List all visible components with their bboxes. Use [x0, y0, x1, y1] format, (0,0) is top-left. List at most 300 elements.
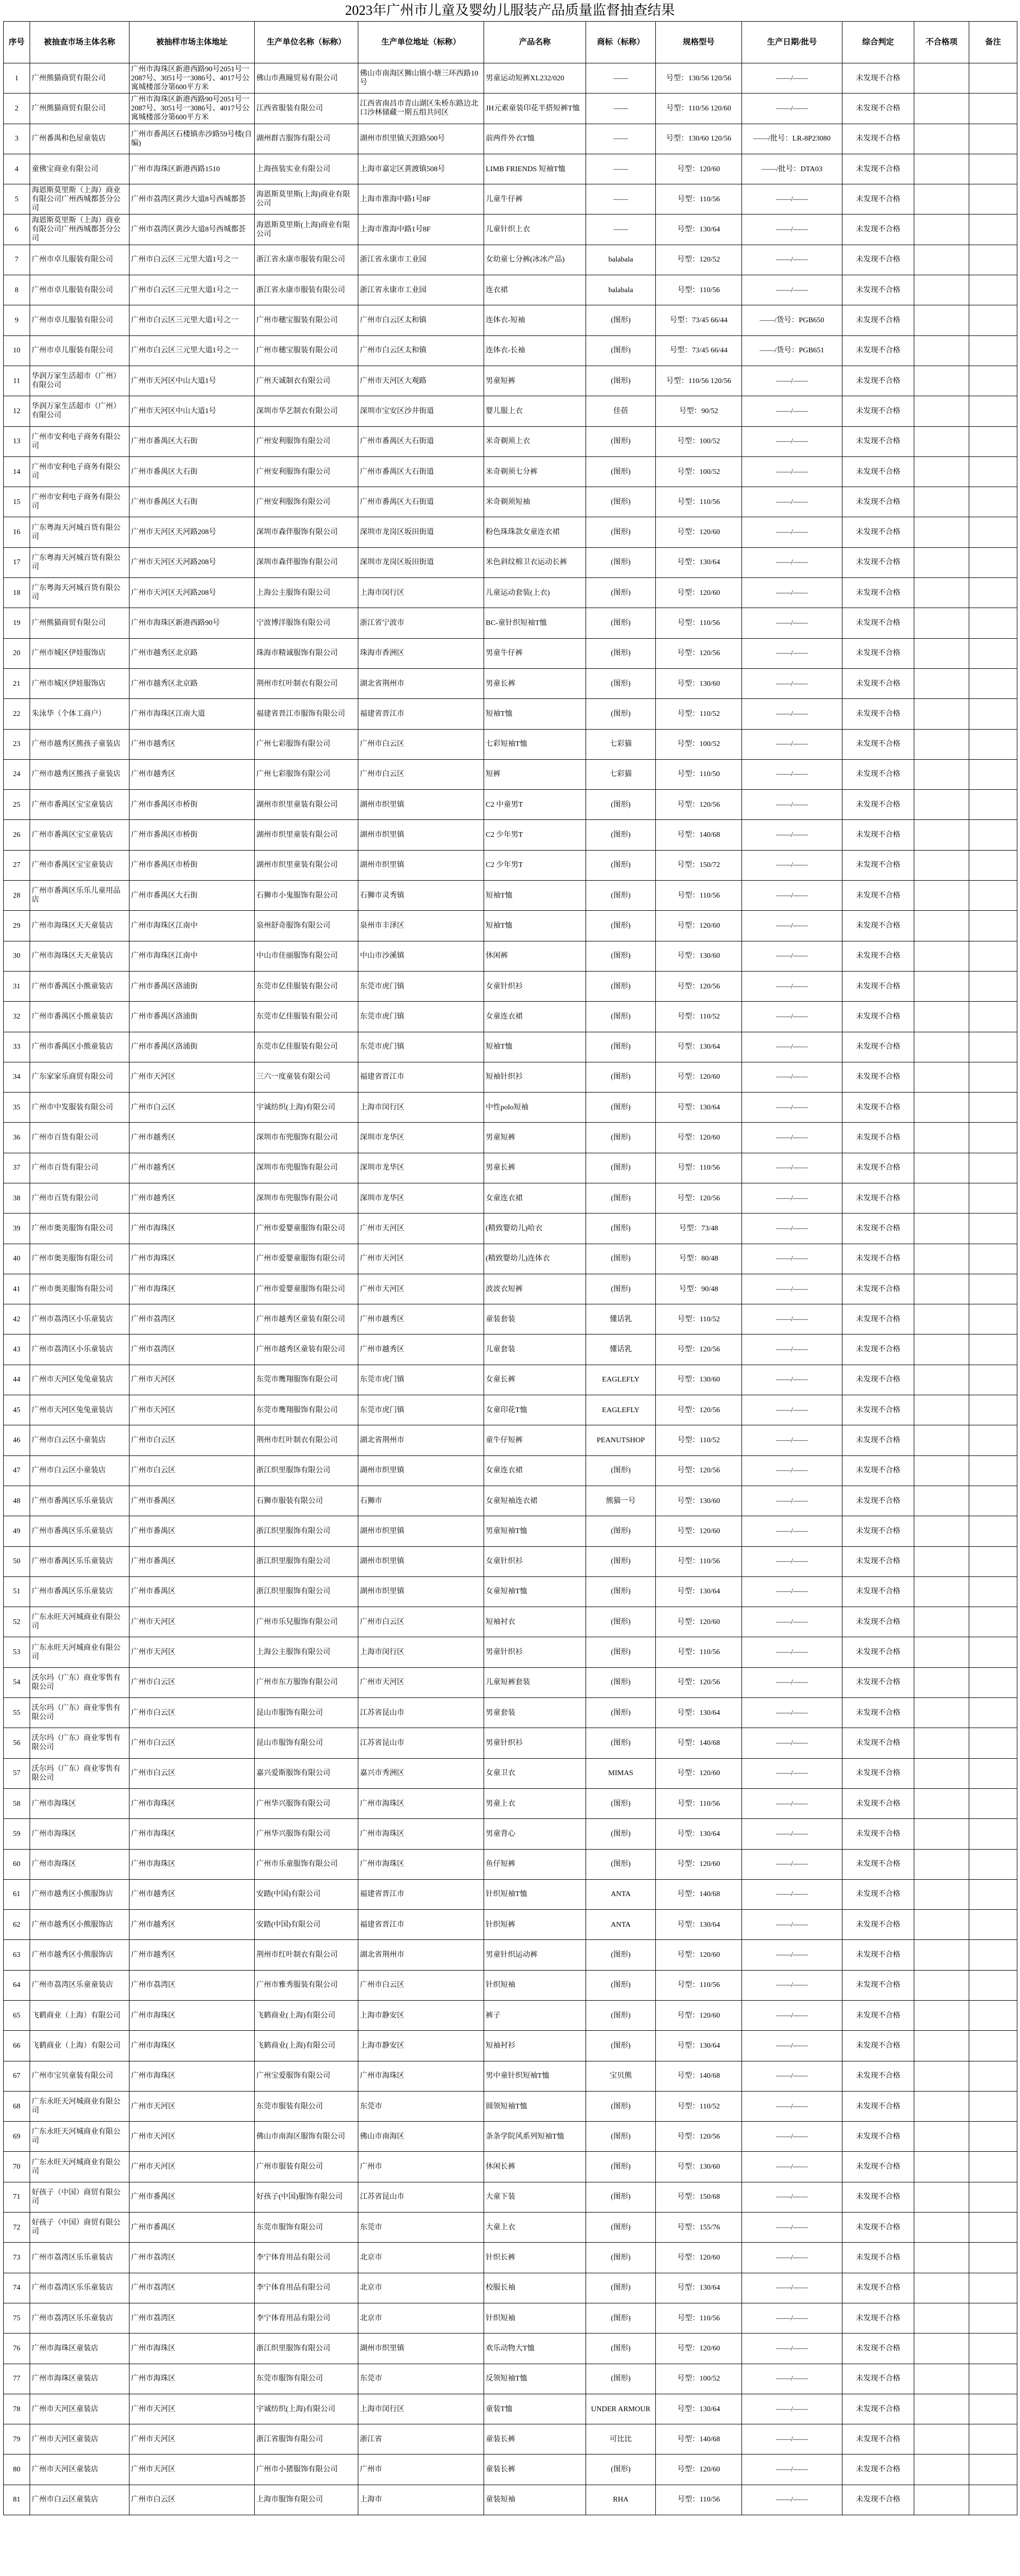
cell-trademark: (图形) — [586, 2031, 656, 2061]
cell-producer-name: 上海孩装实业有限公司 — [255, 154, 358, 184]
cell-producer-name: 广州市穗宝服装有限公司 — [255, 305, 358, 335]
cell-production-date: ——/—— — [742, 2031, 842, 2061]
cell-producer-name: 广州天诚制衣有限公司 — [255, 366, 358, 396]
cell-specification: 号型：110/56 — [656, 184, 742, 214]
cell-product-name: 男童针织衫 — [484, 1637, 586, 1667]
cell-entity-address: 广州市白云区 — [129, 1455, 255, 1486]
cell-producer-address: 广州市 — [358, 2454, 484, 2485]
cell-product-name: C2 中童男T — [484, 790, 586, 820]
cell-specification: 号型：110/52 — [656, 1002, 742, 1032]
table-row — [4, 2061, 1017, 2091]
cell-failed-items — [914, 729, 969, 759]
cell-product-name: 男童短袖T恤 — [484, 1516, 586, 1546]
cell-failed-items — [914, 1819, 969, 1849]
cell-inspected-entity: 广州市越秀区小熊服饰店 — [30, 1879, 129, 1909]
cell-trademark: (图形) — [586, 487, 656, 517]
cell-producer-name: 深圳市布兜服饰有限公司 — [255, 1123, 358, 1153]
cell-row-number: 6 — [4, 214, 30, 245]
cell-product-name: JH元素童装印花半搭短裤T恤 — [484, 94, 586, 124]
cell-entity-address: 广州市天河区 — [129, 2091, 255, 2121]
cell-trademark: (图形) — [586, 2152, 656, 2182]
cell-remarks — [969, 1455, 1017, 1486]
cell-row-number: 53 — [4, 1637, 30, 1667]
cell-failed-items — [914, 456, 969, 487]
cell-trademark: 懂话乳 — [586, 1334, 656, 1365]
cell-product-name: 童装短袖 — [484, 2485, 586, 2515]
cell-inspected-entity: 广东永旺天河城商业有限公司 — [30, 1607, 129, 1637]
cell-production-date: ——/—— — [742, 2243, 842, 2273]
cell-specification: 号型：130/64 — [656, 1819, 742, 1849]
cell-trademark: (图形) — [586, 941, 656, 971]
cell-failed-items — [914, 850, 969, 880]
cell-failed-items — [914, 941, 969, 971]
cell-remarks — [969, 1728, 1017, 1758]
cell-trademark: (图形) — [586, 1667, 656, 1697]
cell-row-number: 28 — [4, 881, 30, 911]
cell-producer-name: 广州宝爱服饰有限公司 — [255, 2061, 358, 2091]
cell-entity-address: 广州市海珠区江南大道 — [129, 699, 255, 729]
cell-remarks — [969, 1062, 1017, 1092]
cell-production-date: ——/—— — [742, 1123, 842, 1153]
cell-producer-name: 湖州市织里童装有限公司 — [255, 820, 358, 850]
cell-verdict: 未发现不合格 — [842, 699, 914, 729]
cell-inspected-entity: 广州市荔湾区小乐童装店 — [30, 1334, 129, 1365]
cell-trademark: (图形) — [586, 1819, 656, 1849]
cell-production-date: ——/—— — [742, 911, 842, 941]
cell-verdict: 未发现不合格 — [842, 1062, 914, 1092]
cell-remarks — [969, 1758, 1017, 1788]
cell-failed-items — [914, 2303, 969, 2333]
cell-specification: 号型：120/56 — [656, 971, 742, 1001]
cell-specification: 号型：120/60 — [656, 2001, 742, 2031]
cell-failed-items — [914, 638, 969, 668]
cell-producer-address: 泉州市丰泽区 — [358, 911, 484, 941]
cell-producer-name: 三六一度童装有限公司 — [255, 1062, 358, 1092]
cell-production-date: ——/—— — [742, 1940, 842, 1970]
cell-row-number: 39 — [4, 1214, 30, 1244]
cell-product-name: 儿童运动套装(上衣) — [484, 578, 586, 608]
cell-producer-address: 福建省晋江市 — [358, 1062, 484, 1092]
cell-specification: 号型：130/60 — [656, 668, 742, 698]
cell-producer-address: 上海市静安区 — [358, 2001, 484, 2031]
cell-trademark: (图形) — [586, 1788, 656, 1818]
cell-producer-name: 飞鹤商业(上海)有限公司 — [255, 2001, 358, 2031]
cell-remarks — [969, 1153, 1017, 1183]
table-row — [4, 790, 1017, 820]
cell-producer-name: 福建省晋江市服饰有限公司 — [255, 699, 358, 729]
cell-production-date: ——/—— — [742, 1698, 842, 1728]
cell-producer-name: 荆州市红叶制衣有限公司 — [255, 668, 358, 698]
cell-verdict: 未发现不合格 — [842, 911, 914, 941]
cell-product-name: 儿童套装 — [484, 1334, 586, 1365]
cell-failed-items — [914, 911, 969, 941]
cell-verdict: 未发现不合格 — [842, 2182, 914, 2212]
cell-remarks — [969, 426, 1017, 456]
table-row — [4, 245, 1017, 275]
cell-entity-address: 广州市海珠区 — [129, 1214, 255, 1244]
cell-specification: 号型：130/64 — [656, 2273, 742, 2303]
cell-verdict: 未发现不合格 — [842, 881, 914, 911]
cell-inspected-entity: 广州市番禺区宝宝童装店 — [30, 820, 129, 850]
cell-inspected-entity: 广东粤海天河城百货有限公司 — [30, 547, 129, 577]
cell-verdict: 未发现不合格 — [842, 1910, 914, 1940]
cell-remarks — [969, 1486, 1017, 1516]
cell-remarks — [969, 2273, 1017, 2303]
cell-product-name: 休闲长裤 — [484, 2152, 586, 2182]
cell-production-date: ——/—— — [742, 1607, 842, 1637]
cell-verdict: 未发现不合格 — [842, 1516, 914, 1546]
cell-specification: 号型：140/68 — [656, 820, 742, 850]
cell-inspected-entity: 广州市荔湾区乐乐童装店 — [30, 2273, 129, 2303]
cell-row-number: 24 — [4, 759, 30, 789]
cell-producer-address: 东莞市 — [358, 2213, 484, 2243]
cell-trademark: (图形) — [586, 547, 656, 577]
cell-specification: 号型：140/68 — [656, 1728, 742, 1758]
cell-production-date: ——/—— — [742, 729, 842, 759]
cell-failed-items — [914, 426, 969, 456]
table-row — [4, 184, 1017, 214]
cell-entity-address: 广州市番禺区市桥街 — [129, 820, 255, 850]
cell-inspected-entity: 沃尔玛（广东）商业零售有限公司 — [30, 1667, 129, 1697]
table-row — [4, 668, 1017, 698]
cell-specification: 号型：130/64 — [656, 547, 742, 577]
table-header-row — [4, 22, 1017, 63]
cell-inspected-entity: 广州市城区伊娃服饰店 — [30, 638, 129, 668]
cell-trademark: (图形) — [586, 1637, 656, 1667]
cell-entity-address: 广州市天河区 — [129, 2454, 255, 2485]
cell-failed-items — [914, 2394, 969, 2424]
table-row — [4, 396, 1017, 426]
cell-failed-items — [914, 2031, 969, 2061]
cell-producer-address: 广州市白云区 — [358, 1607, 484, 1637]
cell-product-name: 休闲裤 — [484, 941, 586, 971]
cell-product-name: 连衣裙 — [484, 275, 586, 305]
cell-trademark: (图形) — [586, 1002, 656, 1032]
cell-row-number: 41 — [4, 1274, 30, 1304]
cell-product-name: 儿童短裤套装 — [484, 1667, 586, 1697]
cell-remarks — [969, 366, 1017, 396]
cell-producer-name: 浙江织里服饰有限公司 — [255, 1455, 358, 1486]
cell-specification: 号型：120/56 — [656, 1455, 742, 1486]
cell-failed-items — [914, 245, 969, 275]
table-row — [4, 2485, 1017, 2515]
cell-production-date: ——/—— — [742, 1153, 842, 1183]
cell-failed-items — [914, 1970, 969, 2000]
cell-product-name: 男童针织衫 — [484, 1728, 586, 1758]
cell-producer-name: 宇诚纺织(上海)有限公司 — [255, 1093, 358, 1123]
cell-production-date: ——/—— — [742, 2122, 842, 2152]
cell-producer-name: 昆山市服饰有限公司 — [255, 1698, 358, 1728]
table-row — [4, 1940, 1017, 1970]
table-row — [4, 608, 1017, 638]
cell-production-date: ——/—— — [742, 608, 842, 638]
table-row — [4, 2273, 1017, 2303]
cell-specification: 号型：150/68 — [656, 2182, 742, 2212]
cell-verdict: 未发现不合格 — [842, 668, 914, 698]
cell-producer-name: 东莞市服饰有限公司 — [255, 2213, 358, 2243]
cell-product-name: 短袖T恤 — [484, 1032, 586, 1062]
cell-row-number: 17 — [4, 547, 30, 577]
cell-remarks — [969, 1788, 1017, 1818]
cell-failed-items — [914, 1698, 969, 1728]
cell-row-number: 54 — [4, 1667, 30, 1697]
cell-producer-address: 深圳市龙岗区坂田街道 — [358, 547, 484, 577]
cell-product-name: 鱼仔短裤 — [484, 1849, 586, 1879]
cell-specification: 号型：120/60 — [656, 1849, 742, 1879]
cell-trademark: balabala — [586, 275, 656, 305]
cell-failed-items — [914, 1062, 969, 1092]
cell-specification: 号型：120/52 — [656, 245, 742, 275]
cell-producer-name: 安踏(中国)有限公司 — [255, 1910, 358, 1940]
cell-inspected-entity: 广州市海珠区童装店 — [30, 2364, 129, 2394]
cell-specification: 号型：110/56 — [656, 1788, 742, 1818]
cell-production-date: ——/—— — [742, 63, 842, 94]
cell-specification: 号型：110/56 — [656, 487, 742, 517]
cell-trademark: (图形) — [586, 1123, 656, 1153]
table-row — [4, 1123, 1017, 1153]
cell-production-date: ——/—— — [742, 1214, 842, 1244]
table-row — [4, 578, 1017, 608]
cell-product-name: 童装套装 — [484, 1304, 586, 1334]
cell-inspected-entity: 广州市番禺区宝宝童装店 — [30, 790, 129, 820]
cell-trademark: (图形) — [586, 2454, 656, 2485]
cell-entity-address: 广州市天河区 — [129, 1637, 255, 1667]
cell-specification: 号型：110/56 — [656, 881, 742, 911]
cell-failed-items — [914, 820, 969, 850]
cell-product-name: 童装长裤 — [484, 2424, 586, 2454]
cell-trademark: (图形) — [586, 1546, 656, 1576]
table-row — [4, 1365, 1017, 1395]
cell-trademark: (图形) — [586, 1516, 656, 1546]
cell-failed-items — [914, 335, 969, 366]
cell-specification: 号型：130/64 — [656, 1576, 742, 1607]
cell-row-number: 81 — [4, 2485, 30, 2515]
cell-row-number: 75 — [4, 2303, 30, 2333]
cell-producer-name: 珠海市精诚服饰有限公司 — [255, 638, 358, 668]
cell-row-number: 65 — [4, 2001, 30, 2031]
table-row — [4, 2152, 1017, 2182]
cell-trademark: (图形) — [586, 1849, 656, 1879]
table-row — [4, 1910, 1017, 1940]
cell-trademark: (图形) — [586, 850, 656, 880]
cell-row-number: 57 — [4, 1758, 30, 1788]
cell-product-name: 男童针织运动裤 — [484, 1940, 586, 1970]
cell-trademark: balabala — [586, 245, 656, 275]
cell-row-number: 9 — [4, 305, 30, 335]
cell-trademark: (图形) — [586, 1153, 656, 1183]
cell-remarks — [969, 1637, 1017, 1667]
cell-failed-items — [914, 214, 969, 245]
cell-entity-address: 广州市海珠区新港西路90号2051号一2087号、3051号一3086号、4017号公寓城楼部分第600平方米 — [129, 94, 255, 124]
cell-row-number: 45 — [4, 1395, 30, 1425]
cell-trademark: EAGLEFLY — [586, 1395, 656, 1425]
cell-entity-address: 广州市番禺区洛浦街 — [129, 1032, 255, 1062]
cell-verdict: 未发现不合格 — [842, 2394, 914, 2424]
cell-trademark: (图形) — [586, 305, 656, 335]
cell-verdict: 未发现不合格 — [842, 1698, 914, 1728]
cell-row-number: 52 — [4, 1607, 30, 1637]
cell-entity-address: 广州市天河区 — [129, 1607, 255, 1637]
cell-specification: 号型：120/60 — [656, 2454, 742, 2485]
cell-producer-address: 广州市番禺区大石街道 — [358, 456, 484, 487]
cell-failed-items — [914, 2334, 969, 2364]
cell-trademark: 懂话乳 — [586, 1304, 656, 1334]
table-row — [4, 1093, 1017, 1123]
header-cell: 商标（标称） — [586, 22, 656, 63]
cell-production-date: ——/—— — [742, 1788, 842, 1818]
cell-entity-address: 广州市天河区 — [129, 1062, 255, 1092]
cell-product-name: 米奇剃须短袖 — [484, 487, 586, 517]
cell-production-date: ——/—— — [742, 1879, 842, 1909]
cell-failed-items — [914, 487, 969, 517]
cell-verdict: 未发现不合格 — [842, 2273, 914, 2303]
cell-entity-address: 广州市白云区 — [129, 2485, 255, 2515]
cell-production-date: ——/—— — [742, 1758, 842, 1788]
cell-trademark: (图形) — [586, 2243, 656, 2273]
cell-remarks — [969, 1334, 1017, 1365]
cell-inspected-entity: 广东家家乐商贸有限公司 — [30, 1062, 129, 1092]
table-row — [4, 94, 1017, 124]
cell-product-name: C2 少年男T — [484, 820, 586, 850]
cell-verdict: 未发现不合格 — [842, 1425, 914, 1455]
cell-producer-name: 深圳市布兜服饰有限公司 — [255, 1183, 358, 1213]
table-row — [4, 487, 1017, 517]
cell-row-number: 66 — [4, 2031, 30, 2061]
cell-failed-items — [914, 1667, 969, 1697]
cell-trademark: (图形) — [586, 1183, 656, 1213]
cell-production-date: ——/货号：PGB650 — [742, 305, 842, 335]
cell-producer-address: 湖州市织里镇 — [358, 1546, 484, 1576]
cell-inspected-entity: 广州市番禺区小熊童装店 — [30, 1002, 129, 1032]
cell-producer-name: 泉州舒奇服饰有限公司 — [255, 911, 358, 941]
cell-trademark: (图形) — [586, 638, 656, 668]
cell-entity-address: 广州市越秀区 — [129, 1940, 255, 1970]
cell-producer-name: 安踏(中国)有限公司 — [255, 1879, 358, 1909]
cell-inspected-entity: 广州市天河区童装店 — [30, 2424, 129, 2454]
cell-remarks — [969, 1274, 1017, 1304]
cell-producer-name: 湖州市织里童装有限公司 — [255, 850, 358, 880]
cell-producer-name: 石狮市小鬼服饰有限公司 — [255, 881, 358, 911]
cell-producer-address: 上海市嘉定区黄渡镇508号 — [358, 154, 484, 184]
cell-production-date: ——/—— — [742, 2424, 842, 2454]
cell-product-name: 男童牛仔裤 — [484, 638, 586, 668]
cell-production-date: ——/—— — [742, 2182, 842, 2212]
cell-producer-address: 上海市闵行区 — [358, 2394, 484, 2424]
header-cell: 序号 — [4, 22, 30, 63]
table-row — [4, 1002, 1017, 1032]
cell-production-date: ——/—— — [742, 1425, 842, 1455]
cell-verdict: 未发现不合格 — [842, 2061, 914, 2091]
cell-row-number: 79 — [4, 2424, 30, 2454]
cell-producer-name: 深圳市华艺制衣有限公司 — [255, 396, 358, 426]
cell-product-name: 针织短袖 — [484, 1970, 586, 2000]
cell-product-name: 粉色珠珠款女童连衣裙 — [484, 517, 586, 547]
cell-inspected-entity: 广州市百货有限公司 — [30, 1123, 129, 1153]
cell-producer-address: 福建省晋江市 — [358, 699, 484, 729]
cell-verdict: 未发现不合格 — [842, 971, 914, 1001]
cell-verdict: 未发现不合格 — [842, 2091, 914, 2121]
cell-remarks — [969, 1002, 1017, 1032]
cell-remarks — [969, 275, 1017, 305]
cell-producer-address: 东莞市虎门镇 — [358, 1395, 484, 1425]
cell-verdict: 未发现不合格 — [842, 1849, 914, 1879]
cell-specification: 号型：110/56 120/60 — [656, 94, 742, 124]
cell-row-number: 69 — [4, 2122, 30, 2152]
cell-remarks — [969, 2031, 1017, 2061]
cell-producer-address: 福建省晋江市 — [358, 1879, 484, 1909]
cell-production-date: ——/—— — [742, 1546, 842, 1576]
cell-row-number: 19 — [4, 608, 30, 638]
cell-verdict: 未发现不合格 — [842, 487, 914, 517]
cell-inspected-entity: 广州市海珠区 — [30, 1819, 129, 1849]
cell-producer-name: 嘉兴爱斯服饰有限公司 — [255, 1758, 358, 1788]
cell-specification: 号型：130/64 — [656, 1698, 742, 1728]
cell-inspected-entity: 广州市越秀区熊孩子童装店 — [30, 729, 129, 759]
cell-failed-items — [914, 396, 969, 426]
cell-failed-items — [914, 2424, 969, 2454]
cell-producer-address: 浙江省宁波市 — [358, 608, 484, 638]
cell-verdict: 未发现不合格 — [842, 214, 914, 245]
cell-producer-name: 东莞市服装有限公司 — [255, 2091, 358, 2121]
cell-product-name: 婴儿服上衣 — [484, 396, 586, 426]
cell-remarks — [969, 154, 1017, 184]
cell-verdict: 未发现不合格 — [842, 63, 914, 94]
cell-trademark: (图形) — [586, 366, 656, 396]
cell-row-number: 56 — [4, 1728, 30, 1758]
cell-producer-name: 广州市东方服饰有限公司 — [255, 1667, 358, 1697]
cell-producer-address: 湖北省荆州市 — [358, 668, 484, 698]
cell-inspected-entity: 广州市百货有限公司 — [30, 1183, 129, 1213]
cell-producer-address: 上海市静安区 — [358, 2031, 484, 2061]
table-row — [4, 1304, 1017, 1334]
cell-row-number: 71 — [4, 2182, 30, 2212]
cell-trademark: (图形) — [586, 1244, 656, 1274]
cell-product-name: 男童套装 — [484, 1698, 586, 1728]
table-row — [4, 729, 1017, 759]
cell-trademark: (图形) — [586, 2213, 656, 2243]
cell-verdict: 未发现不合格 — [842, 2031, 914, 2061]
cell-row-number: 40 — [4, 1244, 30, 1274]
cell-producer-address: 福建省晋江市 — [358, 1910, 484, 1940]
cell-row-number: 35 — [4, 1093, 30, 1123]
cell-failed-items — [914, 154, 969, 184]
cell-production-date: ——/—— — [742, 94, 842, 124]
cell-production-date: ——/—— — [742, 1667, 842, 1697]
cell-producer-address: 上海市 — [358, 2485, 484, 2515]
cell-entity-address: 广州市越秀区 — [129, 759, 255, 789]
cell-failed-items — [914, 1607, 969, 1637]
cell-failed-items — [914, 2273, 969, 2303]
cell-inspected-entity: 广州市中发服装有限公司 — [30, 1093, 129, 1123]
cell-product-name: LIMB FRIENDS 短袖T恤 — [484, 154, 586, 184]
cell-production-date: ——/—— — [742, 1062, 842, 1092]
cell-producer-address: 江西省南昌市青山湖区朱桥东路边北口沙林储藏一期五组共同区 — [358, 94, 484, 124]
cell-row-number: 37 — [4, 1153, 30, 1183]
cell-trademark: (图形) — [586, 1214, 656, 1244]
cell-verdict: 未发现不合格 — [842, 2485, 914, 2515]
cell-verdict: 未发现不合格 — [842, 1546, 914, 1576]
cell-trademark: 佳蓓 — [586, 396, 656, 426]
cell-trademark: —— — [586, 154, 656, 184]
table-row — [4, 154, 1017, 184]
cell-verdict: 未发现不合格 — [842, 366, 914, 396]
cell-producer-address: 上海市闵行区 — [358, 578, 484, 608]
cell-producer-address: 广州市天河区 — [358, 1244, 484, 1274]
cell-inspected-entity: 广州市海珠区天天童装店 — [30, 941, 129, 971]
cell-remarks — [969, 699, 1017, 729]
cell-inspected-entity: 广州市白云区小童装店 — [30, 1425, 129, 1455]
cell-failed-items — [914, 1758, 969, 1788]
